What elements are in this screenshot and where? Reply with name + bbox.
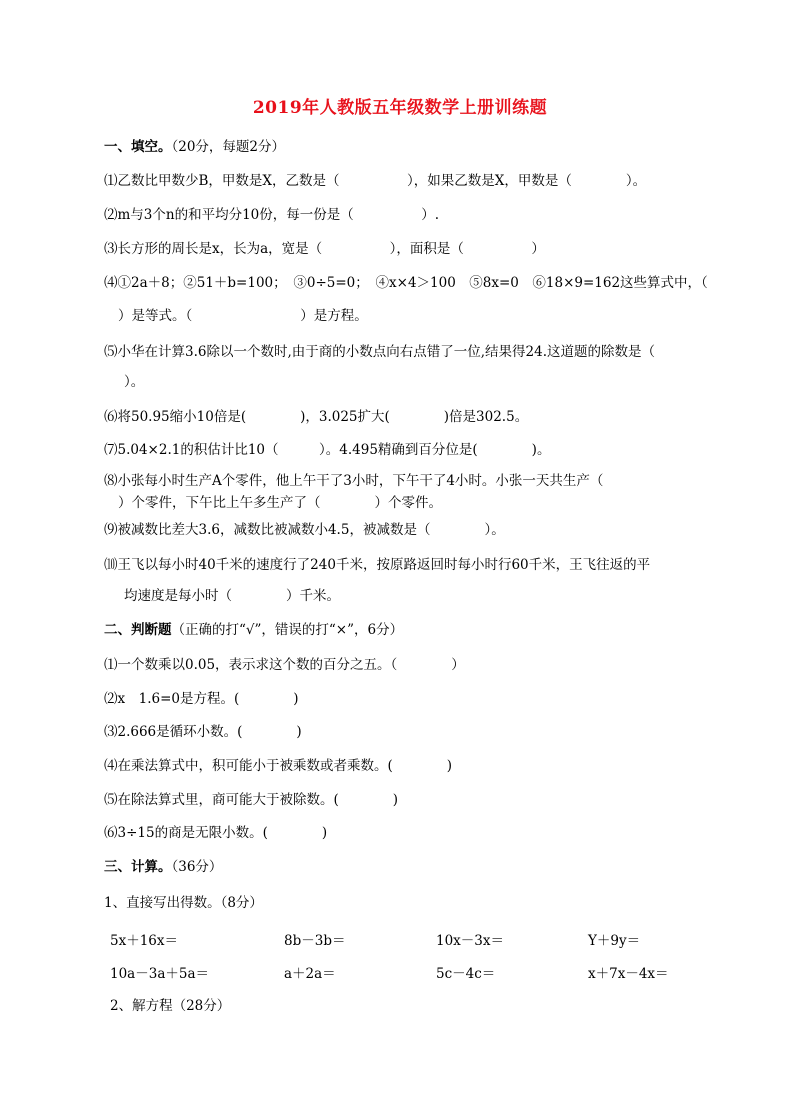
question-1-3: ⑶长方形的周长是x，长为a，宽是（ ），面积是（ ） (104, 241, 545, 257)
section1-note: （20分，每题2分） (171, 139, 286, 155)
section2-note: （正确的打“√”，错误的打“×”，6分） (171, 622, 404, 638)
question-2-1: ⑴一个数乘以0.05，表示求这个数的百分之五。（ ） (104, 657, 465, 673)
section3-subtitle-2: 2、解方程（28分） (110, 998, 231, 1014)
calc-item: 5x＋16x＝ (110, 933, 178, 949)
section1-header (104, 138, 740, 156)
calc-item: 8b－3b＝ (284, 933, 346, 949)
question-1-5-line1: ⑸小华在计算3.6除以一个数时,由于商的小数点向右点错了一位,结果得24.这道题的除数是（ (104, 344, 656, 360)
question-1-5-line2: ）。 (124, 374, 145, 390)
question-2-6: ⑹3÷15的商是无限小数。( ) (104, 825, 328, 841)
question-1-10-line2: 均速度是每小时（ ）千米。 (124, 588, 340, 604)
question-2-2: ⑵x 1.6=0是方程。( ) (104, 691, 299, 707)
question-1-4-line2: ）是等式。（ ）是方程。 (118, 308, 368, 324)
section3-header (104, 858, 740, 876)
question-1-8-line2: ）个零件，下午比上午多生产了（ ）个零件。 (118, 495, 442, 511)
calc-item: x＋7x－4x＝ (588, 966, 669, 982)
calc-item: 5c－4c＝ (436, 966, 496, 982)
section3-note: （36分） (171, 859, 223, 875)
question-1-2: ⑵m与3个n的和平均分10份，每一份是（ ）. (104, 207, 440, 223)
question-1-4-line1: ⑷①2a＋8；②51＋b=100； ③0÷5=0； ④x×4＞100 ⑤8x=0 ⑥18×9=162这些算式中，（ (104, 275, 708, 291)
page-title: 2019年人教版五年级数学上册训练题 (252, 98, 548, 118)
question-1-10-line1: ⑽王飞以每小时40千米的速度行了240千米，按原路返回时每小时行60千米，王飞往返的平 (104, 557, 651, 573)
calc-item: a＋2a＝ (284, 966, 336, 982)
calc-row-2 (110, 962, 710, 980)
section3-subtitle-1: 1、直接写出得数。（8分） (104, 895, 263, 911)
question-1-8-line1: ⑻小张每小时生产A个零件，他上午干了3小时，下午干了4小时。小张一天共生产（ (104, 473, 604, 489)
question-2-5: ⑸在除法算式里，商可能大于被除数。( ) (104, 792, 399, 808)
section3-heading: 三、计算。 (104, 859, 172, 875)
calc-row-1 (110, 929, 710, 947)
calc-item: Y＋9y＝ (588, 933, 641, 949)
question-1-1: ⑴乙数比甲数少B，甲数是X，乙数是（ ），如果乙数是X，甲数是（ ）。 (104, 173, 647, 189)
section2-heading: 二、判断题 (104, 622, 172, 638)
question-1-9: ⑼被减数比差大3.6，减数比被减数小4.5，被减数是（ ）。 (104, 522, 505, 538)
question-1-6: ⑹将50.95缩小10倍是( )，3.025扩大( )倍是302.5。 (104, 409, 529, 425)
section1-heading: 一、填空。 (104, 139, 172, 155)
calc-item: 10x－3x＝ (436, 933, 504, 949)
section2-header (104, 621, 740, 639)
question-1-7: ⑺5.04×2.1的积估计比10（ ）。4.495精确到百分位是( )。 (104, 442, 551, 458)
calc-item: 10a－3a＋5a＝ (110, 966, 210, 982)
question-2-3: ⑶2.666是循环小数。( ) (104, 724, 302, 740)
question-2-4: ⑷在乘法算式中，积可能小于被乘数或者乘数。( ) (104, 758, 453, 774)
